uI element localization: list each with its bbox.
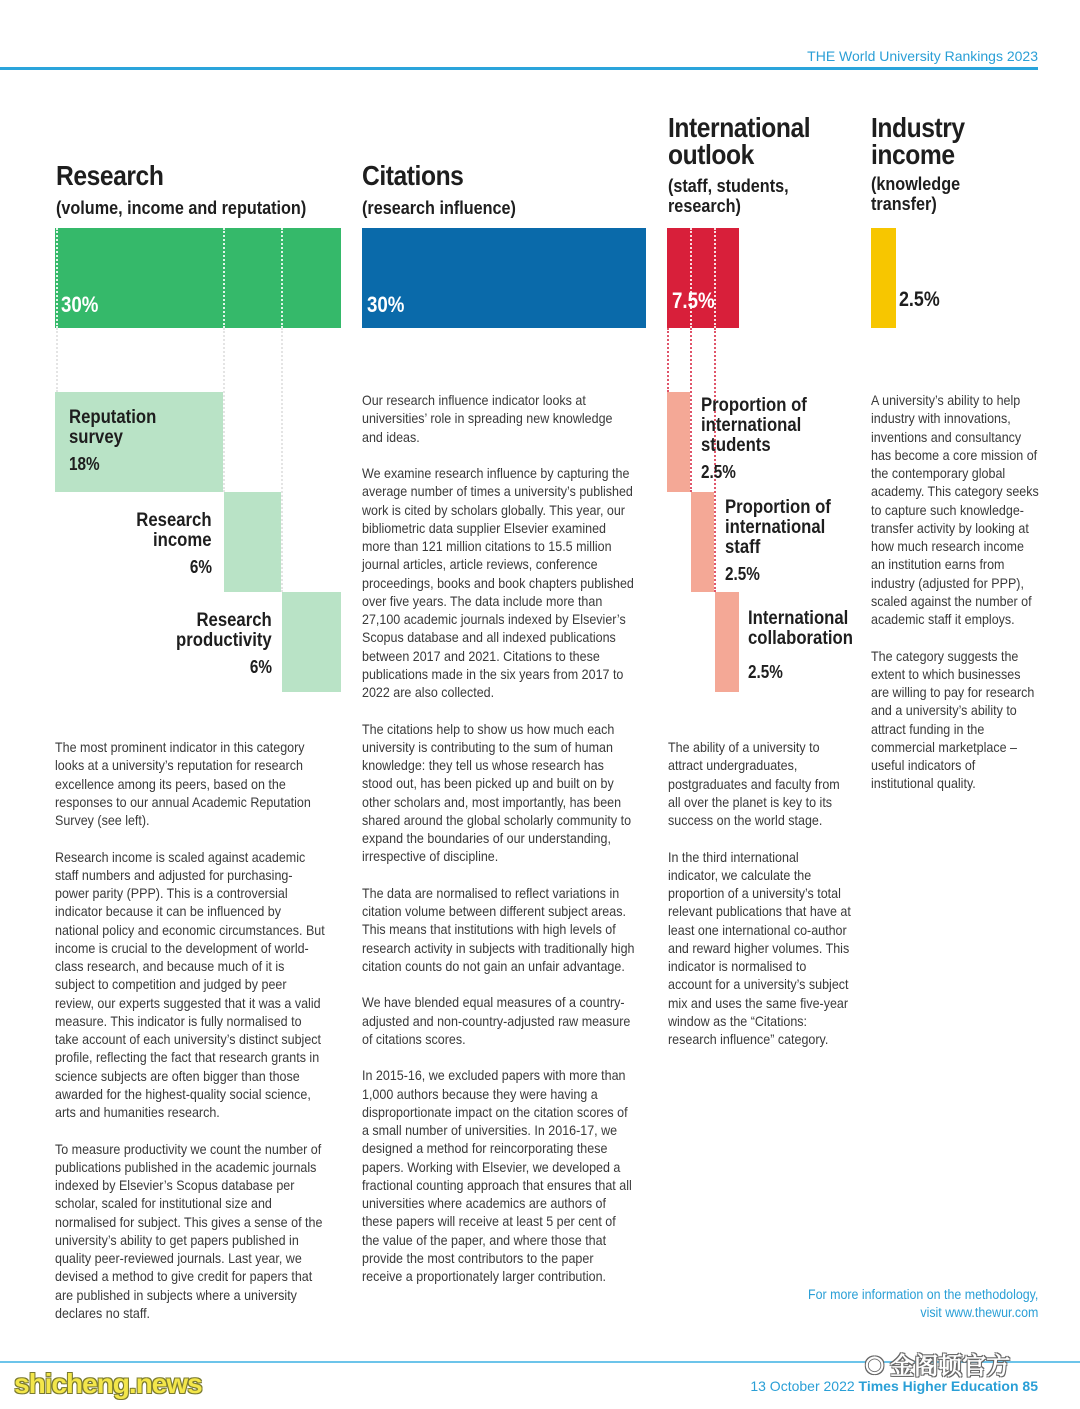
footer-publication: Times Higher Education [858,1378,1019,1394]
watermark-logo-right: ◉ 金阁顿官方 [865,1350,1011,1380]
chat-bubble-icon: ◉ [865,1350,885,1376]
watermark-logo-left: shicheng.news [14,1368,202,1399]
industry-title: Industry income [871,112,965,170]
paragraph: We have blended equal measures of a country-adjusted and non-country-adjusted raw measure of citations scores. [362,995,631,1047]
citations-body [362,392,636,1305]
research-income-label: Research income [136,510,212,551]
guide-line [281,328,283,592]
international-collaboration-bar [715,592,739,692]
research-productivity-bar [282,592,341,692]
paragraph: The citations help to show us how much each university is contributing to the sum of human knowledge: they tell us whose research has stood out, has been picked up and built on by other scholars and, most importantly, has been shared around the global scholarly community to expand the boundaries of our understanding, irrespective of discipline. [362,721,632,865]
international-staff-label: Proportion of international staff [725,497,831,558]
international-collaboration-label: International collaboration [748,608,853,649]
header-rule [0,67,1038,70]
guide-line [714,328,716,592]
paragraph: The most prominent indicator in this category looks at a university’s reputation for research excellence among its peers, based on the responses to our annual Academic Reputation Survey (see left). [55,740,311,828]
page-number: 85 [1022,1378,1038,1394]
international-students-label: Proportion of international students [701,395,807,456]
paragraph: We examine research influence by capturing the average number of times a university’s published work is cited by scholars globally. This year, our bibliometric data supplier Elsevier examined more than 121 million citations to 15.5 million journal articles, article reviews, conference proceedings, books and book chapters published over five years. The data include more than 27,100 academic journals indexed by Elsevier’s Scopus database and all indexed publications between 2017 and 2021. Citations to these publications made in the six years from 2017 to 2022 are also collected. [362,466,634,700]
paragraph: In 2015-16, we excluded papers with more than 1,000 authors because they were having a disproportionate impact on the citation scores of a small number of universities. In 2016-17, we designed a method for reincorporating these papers. Working with Elsevier, we developed a fractional counting approach that ensures that all universities where academics are authors of these papers will receive at least 5 per cent of the value of the paper, and where those that provide the most contributors to the paper receive a proportionately larger contribution. [362,1068,632,1284]
citations-title: Citations [362,160,464,191]
paragraph: In the third international indicator, we calculate the proportion of a university’s total relevant publications that have at least one international co-author and reward higher volumes. This indicator is normalised to account for a university’s subject mix and uses the same five-year window as the “Citations: research influence” category. [668,849,851,1047]
citations-subtitle: (research influence) [362,198,516,218]
international-title: International outlook [668,112,811,170]
international-subtitle: (staff, students, research) [668,176,789,216]
methodology-link[interactable]: For more information on the methodology, visit www.thewur.com [807,1287,1038,1320]
paragraph: Research income is scaled against academic staff numbers and adjusted for purchasing-power parity (PPP). This is a controversial indicator because it can be influenced by national policy and economic circumstances. But income is crucial to the development of world-class research, and because much of it is subject to competition and judged by peer review, our experts suggested that it was a valid measure. This indicator is fully normalised to take account of each university’s distinct subject profile, reflecting the fact that research grants in science subjects are often bigger than those awarded for the highest-quality social science, arts and humanities research. [55,849,325,1120]
international-students-percent: 2.5% [701,462,736,482]
research-subtitle: (volume, income and reputation) [56,198,307,218]
paragraph: The data are normalised to reflect variations in citation volume between different subject areas. This means that institutions with high levels of research activity in subjects with traditionally high citation counts do not gain an unfair advantage. [362,885,635,974]
guide-line [281,228,283,328]
international-students-bar [667,392,690,492]
guide-line [56,228,58,328]
citations-bar [362,228,646,328]
guide-line [223,228,225,328]
industry-body [871,392,1040,812]
research-income-bar [224,492,281,592]
citations-percent: 30% [367,292,405,317]
guide-line [690,328,692,492]
international-body [668,739,852,1068]
paragraph: The category suggests the extent to which businesses are willing to pay for research and a university’s ability to attract funding in the commercial marketplace – useful indicators of institutional quality. [871,648,1035,792]
industry-subtitle: (knowledge transfer) [871,174,961,214]
international-staff-percent: 2.5% [725,564,760,584]
research-title: Research [56,160,164,191]
paragraph: Our research influence indicator looks at universities’ role in spreading new knowledge and ideas. [362,393,613,445]
footer-date: 13 October 2022 [750,1378,855,1394]
international-percent: 7.5% [672,288,715,313]
international-staff-bar [691,492,714,592]
international-collaboration-percent: 2.5% [748,662,783,682]
guide-line [223,328,225,492]
running-header: THE World University Rankings 2023 [807,48,1038,64]
paragraph: A university’s ability to help industry with innovations, inventions and consultancy has become a core mission of the contemporary global academy. This category seeks to capture such knowledge-transfer activity by looking at how much research income an institution earns from industry (adjusted for PPP), scaled against the number of academic staff it employs. [871,393,1039,627]
research-productivity-percent: 6% [249,657,272,677]
paragraph: To measure productivity we count the number of publications published in the academic journals indexed by Elsevier’s Scopus database per scholar, scaled for institutional size and normalised for subject. This gives a sense of the university’s ability to get papers published in quality peer-reviewed journals. Last year, we devised a method to give credit for papers that are published in subjects where a university declares no staff. [55,1141,323,1321]
research-income-percent: 6% [189,557,212,577]
reputation-percent: 18% [69,454,100,474]
reputation-label: Reputation survey [69,407,157,448]
guide-line [56,328,58,392]
research-percent: 30% [61,292,99,317]
research-productivity-label: Research productivity [176,610,272,651]
research-body [55,739,325,1341]
industry-bar [871,228,896,328]
industry-percent: 2.5% [899,288,940,311]
guide-line [667,328,669,392]
paragraph: The ability of a university to attract undergraduates, postgraduates and faculty from all over the planet is key to its success on the world stage. [668,740,840,828]
